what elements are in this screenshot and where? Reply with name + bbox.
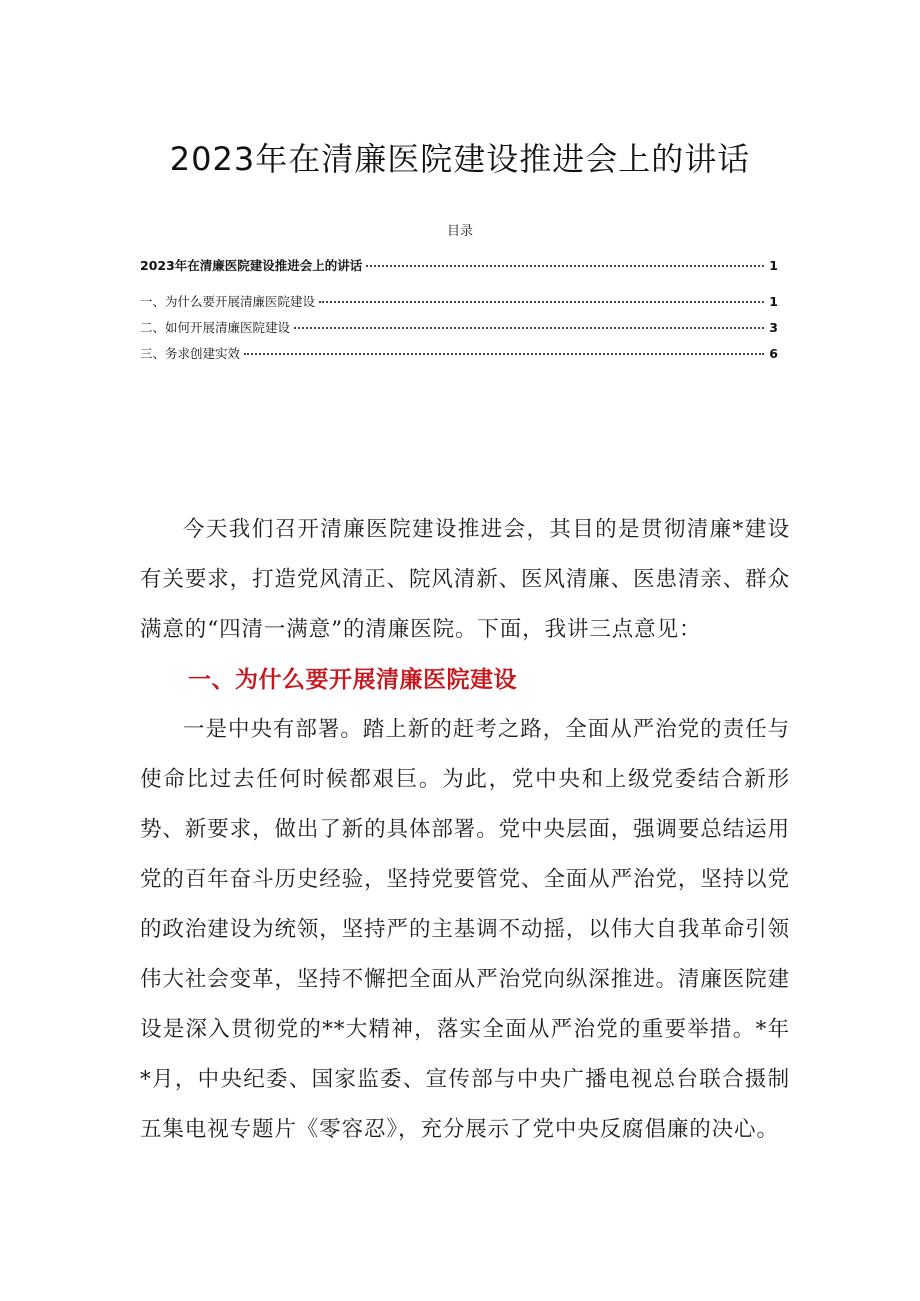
toc-entry-label: 2023年在清廉医院建设推进会上的讲话 [140,258,363,273]
toc-dot-leader [294,327,764,329]
toc-entry[interactable] [140,292,778,312]
toc-dot-leader [319,301,764,303]
section-heading: 一、为什么要开展清廉医院建设 [188,667,517,693]
document-body [140,505,790,1155]
body-paragraph: 一是中央有部署。踏上新的赶考之路，全面从严治党的责任与使命比过去任何时候都艰巨。为此，党中央和上级党委结合新形势、新要求，做出了新的具体部署。党中央层面，强调要总结运用党的百年奋斗历史经验，坚持党要管党、全面从严治党，坚持以党的政治建设为统领，坚持严的主基调不动摇，以伟大自我革命引领伟大社会变革，坚持不懈把全面从严治党向纵深推进。清廉医院建设是深入贯彻党的**大精神，落实全面从严治党的重要举措。*年*月，中央纪委、国家监委、宣传部与中央广播电视总台联合摄制五集电视专题片《零容忍》，充分展示了党中央反腐倡廉的决心。 [140,717,790,1142]
toc-entry[interactable] [140,344,778,364]
toc-heading: 目录 [446,224,473,239]
toc-dot-leader [366,265,764,267]
document-title: 2023年在清廉医院建设推进会上的讲话 [169,140,751,178]
toc-entry-label: 三、务求创建实效 [140,346,241,361]
toc-entry-page: 1 [769,294,778,309]
toc-dot-leader [244,353,764,355]
toc-entry-label: 二、如何开展清廉医院建设 [140,320,291,335]
toc-entry-page: 1 [769,258,778,273]
toc-entry[interactable] [140,318,778,338]
toc-entry[interactable] [140,256,778,276]
toc-entry-page: 3 [769,320,778,335]
toc-entry-page: 6 [769,346,778,361]
intro-paragraph: 今天我们召开清廉医院建设推进会，其目的是贯彻清廉*建设有关要求，打造党风清正、院风清新、医风清廉、医患清亲、群众满意的“四清一满意”的清廉医院。下面，我讲三点意见： [140,517,790,642]
toc-entry-label: 一、为什么要开展清廉医院建设 [140,294,316,309]
